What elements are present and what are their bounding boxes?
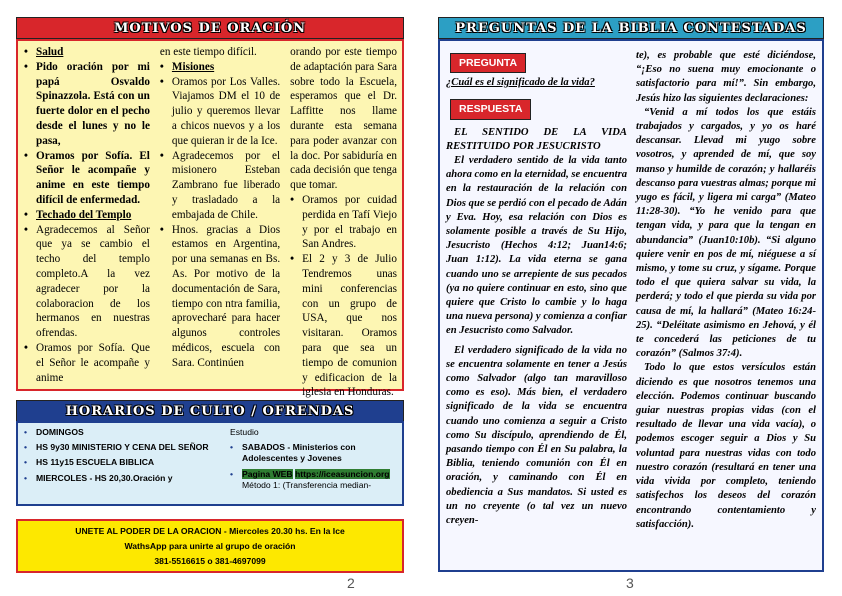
list-item bbox=[160, 223, 280, 371]
bullet-icon: • bbox=[24, 442, 28, 453]
schedule-item: SABADOS - Ministerios con Adolescentes y Jovenes bbox=[242, 442, 356, 464]
answer-paragraph: “Venid a mí todos los que estáis trabajados y cargados, y yo os haré descansar. Llevad mi yugo sobre vosotros, y aprended de mí, que soy manso y humilde de corazón; y hallaréis descanso para vuestras almas; porque mi yugo es fácil, y ligera mi carga” (Mateo 11:28-30). “Yo he venido para que tengan vida, y para que la tengan en abundancia” (Juan10:10b). “Si alguno quiere venir en pos de mí, niéguese a sí mismo, y tome su cruz, y sígame. Porque todo el que quiera salvar su vida, la perderá; y todo el que pierda su vida por causa de mí, la hallará” (Mateo 16:24-25). “Deléitate asimismo en Jehová, y él te concederá las peticiones de tu corazón” (Salmos 37:4). bbox=[636, 106, 816, 360]
union-line-2: WathsApp para unirte al grupo de oración bbox=[124, 540, 296, 551]
schedule-column-1 bbox=[24, 427, 220, 502]
bullet-icon: • bbox=[24, 46, 28, 58]
list-item bbox=[24, 341, 150, 385]
prayer-item: Hnos. gracias a Dios estamos en Argentina, por una semanas en Bs. As. Por motivo de la documentación de Sara, tiempo con ntra familia, aprovecharé para hacer algunos controles médicos, escuela con Sara. Continúen bbox=[171, 223, 281, 369]
schedule-item: HS 9y30 MINISTERIO Y CENA DEL SEÑOR bbox=[36, 442, 209, 453]
bullet-icon: • bbox=[290, 253, 295, 266]
prayer-box bbox=[16, 39, 404, 399]
prayer-item: Oramos por Sofía. Que el Señor le acompañe y anime bbox=[36, 341, 150, 384]
bullet-icon: • bbox=[24, 208, 28, 221]
bullet-icon: • bbox=[159, 75, 164, 88]
question-tag: PREGUNTA bbox=[450, 53, 526, 73]
bullet-icon: • bbox=[24, 60, 28, 73]
list-item bbox=[160, 75, 280, 149]
answer-paragraph: El verdadero significado de la vida no se encuentra solamente en tener a Jesús como Salvador (algo tan maravilloso como es eso). Más bien, el verdadero significado de la vida se encuentra cuando uno comienza a seguir a Cristo como Su discípulo, aprendiendo de Él, pasando tiempo con Él en Su palabra, la Biblia, teniendo comunión con Él en oración, y caminando con Él en obediencia a Sus mandatos. Si usted es un no creyente (o tal vez un nuevo creyen- bbox=[446, 344, 627, 527]
list-item bbox=[230, 427, 396, 438]
bullet-icon: • bbox=[24, 427, 28, 437]
prayer-item: Pido oración por mi papá Osvaldo Spinazzola. Está con un fuerte dolor en el pecho desde el lunes y no le pasa, bbox=[36, 60, 150, 147]
bullet-icon: • bbox=[24, 457, 28, 468]
prayer-item: Oramos por cuidad perdida en Tafí Viejo y por el trabajo en San Andres. bbox=[302, 193, 397, 251]
answer-headline: EL SENTIDO DE LA VIDA RESTITUIDO POR JESUCRISTO bbox=[446, 126, 627, 152]
section-heading-salud: Salud bbox=[36, 46, 64, 58]
bullet-icon: • bbox=[230, 442, 234, 453]
list-item bbox=[24, 149, 150, 208]
prayer-item: Agradecemos por el misionero Esteban Zambrano fue liberado y trasladado a la embajada de Chile. bbox=[171, 149, 281, 221]
list-item bbox=[290, 193, 397, 252]
list-item bbox=[160, 149, 280, 223]
bullet-icon: • bbox=[230, 468, 234, 479]
qa-box bbox=[438, 39, 824, 572]
bullet-icon: • bbox=[24, 149, 28, 162]
list-item bbox=[24, 457, 220, 468]
schedule-title: HORARIOS DE CULTO / OFRENDAS bbox=[16, 400, 404, 422]
answer-paragraph: Todo lo que estos versículos están diciendo es que nosotros tenemos una elección. Podemos continuar buscando guiar nuestras propias vidas (con el resultado de llevar una vida vacía), o podemos escoger seguir a Dios y Su voluntad para nuestras vidas con todo nuestro corazón (resultará en tener una vida vivida por completo, teniendo satisfechos los deseos del corazón encontrando contentamiento y satisfacción). bbox=[636, 362, 816, 530]
list-item bbox=[290, 252, 397, 400]
website-link[interactable]: https://iceasuncion.org bbox=[295, 468, 390, 479]
prayer-continuation: en este tiempo difícil. bbox=[159, 46, 257, 58]
section-heading-misiones: Misiones bbox=[171, 60, 215, 73]
answer-paragraph: El verdadero sentido de la vida tanto ahora como en la eternidad, se encuentra en la restauración de la relación con Dios que se perdió con el pecado de Adán y Eva. Hoy, esa relación con Dios es solamente posible a través de Su Hijo, Jesucristo (Hechos 4:12; Juan14:6; Juan 1:12). La vida eterna se gana cuando uno se arrepiente de sus pecados (ya no quiere continuar en esto, sino que quiere que Cristo lo cambie y lo haga una nueva persona) y comienza a confiar en Jesucristo como Salvador. bbox=[446, 155, 627, 337]
list-item bbox=[24, 60, 150, 149]
prayer-item: Agradecemos al Señor que ya se cambio el techo del templo completo.A la vez agradecer por la colaboracion de los hermanos en nuestras ofrendas. bbox=[36, 223, 150, 340]
section-heading-techado: Techado del Templo bbox=[36, 208, 132, 221]
list-item bbox=[160, 60, 280, 75]
list-item bbox=[24, 45, 150, 60]
list-item bbox=[24, 427, 220, 438]
bullet-icon: • bbox=[24, 223, 28, 236]
schedule-column-2 bbox=[230, 427, 396, 502]
union-line-1: UNETE AL PODER DE LA ORACION - Miercoles 20.30 hs. En la Ice bbox=[75, 525, 345, 536]
bullet-icon: • bbox=[24, 341, 28, 354]
bullet-icon: • bbox=[290, 193, 295, 206]
prayer-item: El 2 y 3 de Julio Tendremos unas mini conferencias con un grupo de USA, que nos visitaran. Oramos para que sea un tiempo de comunion y edificacion de la iglesia en Honduras. bbox=[302, 253, 397, 399]
schedule-item bbox=[242, 469, 396, 491]
list-item bbox=[24, 223, 150, 341]
answer-tag: RESPUESTA bbox=[450, 99, 531, 119]
bullet-icon: • bbox=[159, 223, 164, 236]
list-item bbox=[230, 442, 396, 464]
list-item bbox=[24, 442, 220, 453]
web-label: Pagina WEB bbox=[242, 468, 293, 479]
prayer-continuation: orando por este tiempo de adaptación para Sara sobre todo la Escuela, esperamos que el Dr. Laffitte nos llame durante esta semana para poder avanzar con la doc. Por sabiduría en cada decisión que tenga que tomar. bbox=[290, 46, 397, 192]
qa-column-1 bbox=[446, 49, 627, 566]
schedule-box bbox=[16, 421, 404, 506]
list-item bbox=[24, 208, 150, 223]
union-phones: 381-5516615 o 381-4697099 bbox=[154, 555, 266, 566]
prayer-item: Oramos por Sofía. El Señor le acompañe y anime en este tiempo difícil de enfermedad. bbox=[36, 149, 150, 206]
schedule-item: DOMINGOS bbox=[36, 427, 84, 437]
question-text: ¿Cuál es el significado de la vida? bbox=[446, 77, 595, 89]
prayer-union-box bbox=[16, 519, 404, 573]
page-number-left: 2 bbox=[347, 575, 355, 591]
bullet-icon: • bbox=[24, 472, 28, 483]
bullet-icon: • bbox=[159, 149, 164, 162]
page-number-right: 3 bbox=[626, 575, 634, 591]
list-item bbox=[230, 469, 396, 491]
qa-title: PREGUNTAS DE LA BIBLIA CONTESTADAS bbox=[438, 17, 824, 39]
qa-column-2 bbox=[636, 49, 816, 566]
answer-paragraph: te), es probable que esté diciéndose, “¡Eso no suena muy emocionante o satisfactorio para mí!”. Sin embargo, Jesús hizo las siguientes declaraciones: bbox=[636, 50, 816, 104]
schedule-item: HS 11y15 ESCUELA BIBLICA bbox=[36, 457, 155, 468]
list-item bbox=[24, 473, 220, 484]
schedule-item: MIERCOLES - HS 20,30.Oración y bbox=[36, 472, 173, 483]
prayer-column-3 bbox=[290, 45, 397, 400]
transfer-method: Método 1: (Transferencia median- bbox=[242, 479, 372, 490]
prayer-column-2 bbox=[160, 45, 280, 400]
prayer-title: MOTIVOS DE ORACIÓN bbox=[16, 17, 404, 39]
schedule-continuation: Estudio bbox=[230, 427, 259, 437]
prayer-item: Oramos por Los Valles. Viajamos DM el 10 de julio y queremos llevar a chicos nuevos y a los que quieran ir de la Ice. bbox=[171, 75, 281, 147]
prayer-column-1 bbox=[24, 45, 150, 400]
bullet-icon: • bbox=[159, 60, 164, 73]
